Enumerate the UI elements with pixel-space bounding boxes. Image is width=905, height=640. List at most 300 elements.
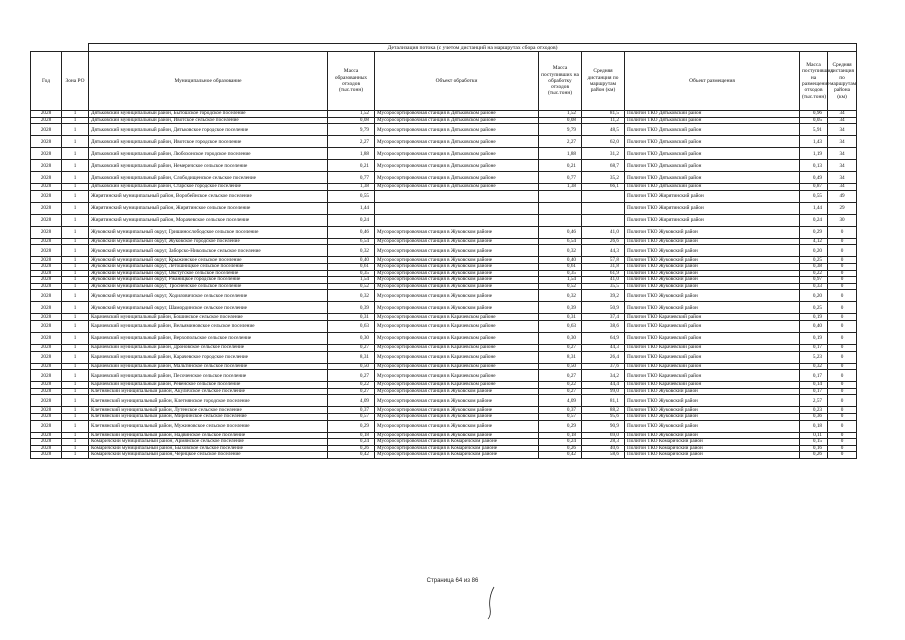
cell-disposal-object: Полигон ТКО Карачевский район xyxy=(625,351,800,363)
cell-processing-object: Мусоросортировочная станция в Жуковском районе xyxy=(375,283,539,290)
cell-mass-to-disposal: 0,25 xyxy=(800,257,828,264)
cell-zone: 1 xyxy=(62,172,89,184)
cell-processing-object: Мусоросортировочная станция в Жуковском районе xyxy=(375,245,539,257)
cell-mass-formed: 0,31 xyxy=(328,314,375,321)
cell-processing-object: Мусоросортировочная станция в Жуковском районе xyxy=(375,395,539,407)
cell-disposal-object: Полигон ТКО Дятьковский район xyxy=(625,124,800,136)
cell-mass-to-processing: 0,30 xyxy=(539,332,582,344)
cell-disposal-object: Полигон ТКО Дятьковский район xyxy=(625,111,800,118)
cell-mass-to-processing xyxy=(539,214,582,226)
cell-avg-distance-1: 41,0 xyxy=(582,226,625,238)
table-row xyxy=(31,363,857,370)
cell-mass-formed: 0,26 xyxy=(328,445,375,452)
cell-mass-to-disposal: 0,13 xyxy=(800,160,828,172)
flow-detail-table xyxy=(30,43,856,459)
cell-disposal-object: Полигон ТКО Дятьковский район xyxy=(625,117,800,124)
cell-mass-formed: 9,79 xyxy=(328,124,375,136)
cell-avg-distance-2: 0 xyxy=(828,314,857,321)
cell-disposal-object: Полигон ТКО Жуковский район xyxy=(625,388,800,395)
cell-processing-object: Мусоросортировочная станция в Жуковском районе xyxy=(375,407,539,414)
cell-zone: 1 xyxy=(62,184,89,191)
cell-avg-distance-1: 35,5 xyxy=(582,283,625,290)
table-row xyxy=(31,395,857,407)
cell-mass-formed: 0,37 xyxy=(328,407,375,414)
cell-avg-distance-1: 66,1 xyxy=(582,184,625,191)
cell-mass-to-disposal: 0,18 xyxy=(800,420,828,432)
cell-year: 2028 xyxy=(31,283,62,290)
cell-municipality: Жирятинский муниципальный район, Жирятинское сельское поселение xyxy=(89,202,328,214)
cell-mass-to-processing: 2,27 xyxy=(539,136,582,148)
cell-year: 2028 xyxy=(31,270,62,277)
cell-zone: 1 xyxy=(62,160,89,172)
cell-mass-to-processing: 0,57 xyxy=(539,413,582,420)
cell-disposal-object: Полигон ТКО Жуковский район xyxy=(625,245,800,257)
cell-disposal-object: Полигон ТКО Жуковский район xyxy=(625,413,800,420)
cell-mass-formed: 0,63 xyxy=(328,320,375,332)
cell-year: 2028 xyxy=(31,302,62,314)
cell-avg-distance-1: 64,9 xyxy=(582,332,625,344)
cell-mass-to-processing: 1,54 xyxy=(539,277,582,284)
cell-processing-object: Мусоросортировочная станция в Карачевском районе xyxy=(375,314,539,321)
cell-zone: 1 xyxy=(62,351,89,363)
cell-mass-formed: 0,21 xyxy=(328,160,375,172)
cell-year: 2028 xyxy=(31,344,62,351)
table-row xyxy=(31,388,857,395)
table-row xyxy=(31,184,857,191)
cell-processing-object: Мусоросортировочная станция в Жуковском районе xyxy=(375,388,539,395)
cell-year: 2028 xyxy=(31,277,62,284)
cell-year: 2028 xyxy=(31,370,62,382)
cell-avg-distance-1: 35,2 xyxy=(582,172,625,184)
cell-avg-distance-2: 0 xyxy=(828,432,857,439)
cell-disposal-object: Полигон ТКО Жуковский район xyxy=(625,277,800,284)
cell-disposal-object: Полигон ТКО Комаричский район xyxy=(625,439,800,446)
cell-disposal-object: Полигон ТКО Дятьковский район xyxy=(625,136,800,148)
cell-avg-distance-1: 99,0 xyxy=(582,388,625,395)
cell-mass-to-disposal: 5,91 xyxy=(800,124,828,136)
cell-disposal-object: Полигон ТКО Карачевский район xyxy=(625,332,800,344)
cell-year: 2028 xyxy=(31,388,62,395)
cell-mass-formed: 0,52 xyxy=(328,283,375,290)
cell-mass-to-disposal: 2,57 xyxy=(800,395,828,407)
cell-mass-to-disposal: 0,19 xyxy=(800,314,828,321)
table-row xyxy=(31,290,857,302)
cell-avg-distance-1: 95,6 xyxy=(582,413,625,420)
table-row xyxy=(31,148,857,160)
cell-processing-object: Мусоросортировочная станция в Карачевском районе xyxy=(375,351,539,363)
cell-mass-formed: 0,39 xyxy=(328,302,375,314)
cell-mass-to-disposal: 1,44 xyxy=(800,202,828,214)
cell-zone: 1 xyxy=(62,245,89,257)
cell-mass-to-disposal: 4,12 xyxy=(800,238,828,245)
cell-mass-to-processing: 8,31 xyxy=(539,351,582,363)
cell-avg-distance-2: 0 xyxy=(828,245,857,257)
cell-avg-distance-1 xyxy=(582,202,625,214)
cell-zone: 1 xyxy=(62,344,89,351)
cell-mass-formed: 0,30 xyxy=(328,332,375,344)
cell-mass-to-disposal: 0,17 xyxy=(800,388,828,395)
cell-processing-object: Мусоросортировочная станция в Дятьковском районе xyxy=(375,160,539,172)
cell-municipality: Жирятинский муниципальный район, Воробейнское сельское поселение xyxy=(89,190,328,202)
cell-mass-to-disposal: 0,96 xyxy=(800,111,828,118)
cell-mass-formed: 1,88 xyxy=(328,148,375,160)
cell-avg-distance-1: 26,4 xyxy=(582,351,625,363)
cell-municipality: Жуковский муниципальный округ, Летошницкое сельское поселение xyxy=(89,263,328,270)
cell-avg-distance-2: 30 xyxy=(828,214,857,226)
cell-mass-to-disposal: 0,33 xyxy=(800,283,828,290)
cell-mass-to-processing: 0,61 xyxy=(539,263,582,270)
cell-zone: 1 xyxy=(62,283,89,290)
cell-mass-to-disposal: 0,14 xyxy=(800,382,828,389)
cell-mass-to-processing: 0,39 xyxy=(539,302,582,314)
cell-avg-distance-2: 49 xyxy=(828,190,857,202)
cell-municipality: Дятьковский муниципальный район, Ивотское сельское поселение xyxy=(89,117,328,124)
table-body xyxy=(31,111,857,459)
cell-year: 2028 xyxy=(31,314,62,321)
cell-municipality: Клетнянский муниципальный район, Акуличское сельское поселение xyxy=(89,388,328,395)
cell-mass-to-disposal: 0,05 xyxy=(800,117,828,124)
cell-processing-object: Мусоросортировочная станция в Дятьковском районе xyxy=(375,136,539,148)
cell-processing-object: Мусоросортировочная станция в Жуковском районе xyxy=(375,263,539,270)
cell-year: 2028 xyxy=(31,382,62,389)
cell-disposal-object: Полигон ТКО Жуковский район xyxy=(625,226,800,238)
cell-municipality: Жуковский муниципальный округ, Шамординское сельское поселение xyxy=(89,302,328,314)
table-row xyxy=(31,351,857,363)
cell-mass-formed: 0,24 xyxy=(328,214,375,226)
cell-avg-distance-2: 0 xyxy=(828,439,857,446)
cell-avg-distance-2: 0 xyxy=(828,445,857,452)
cell-mass-formed: 1,44 xyxy=(328,202,375,214)
cell-mass-formed: 6,54 xyxy=(328,238,375,245)
cell-zone: 1 xyxy=(62,302,89,314)
cell-avg-distance-2: 0 xyxy=(828,238,857,245)
cell-year: 2028 xyxy=(31,202,62,214)
col-header-mass-formed: Масса образованных отходов (тыс.тонн) xyxy=(328,52,375,111)
cell-mass-to-processing: 0,08 xyxy=(539,117,582,124)
cell-zone: 1 xyxy=(62,263,89,270)
cell-mass-to-processing: 0,42 xyxy=(539,452,582,459)
cell-mass-to-processing: 0,31 xyxy=(539,314,582,321)
cell-zone: 1 xyxy=(62,148,89,160)
cell-municipality: Клетнянский муниципальный район, Лутенское сельское поселение xyxy=(89,407,328,414)
cell-mass-formed: 0,27 xyxy=(328,370,375,382)
cell-year: 2028 xyxy=(31,290,62,302)
cell-processing-object: Мусоросортировочная станция в Жуковском районе xyxy=(375,270,539,277)
cell-processing-object: Мусоросортировочная станция в Жуковском районе xyxy=(375,226,539,238)
cell-processing-object: Мусоросортировочная станция в Карачевском районе xyxy=(375,370,539,382)
cell-avg-distance-2: 0 xyxy=(828,351,857,363)
cell-avg-distance-1: 26,6 xyxy=(582,238,625,245)
cell-mass-to-disposal: 0,49 xyxy=(800,172,828,184)
col-header-zone: Зона РО xyxy=(62,52,89,111)
cell-year: 2028 xyxy=(31,226,62,238)
cell-disposal-object: Полигон ТКО Комаричский район xyxy=(625,445,800,452)
cell-year: 2028 xyxy=(31,117,62,124)
cell-avg-distance-2: 0 xyxy=(828,452,857,459)
cell-avg-distance-1: 39,2 xyxy=(582,290,625,302)
cell-disposal-object: Полигон ТКО Дятьковский район xyxy=(625,160,800,172)
cell-disposal-object: Полигон ТКО Жуковский район xyxy=(625,302,800,314)
cell-year: 2028 xyxy=(31,395,62,407)
cell-municipality: Жуковский муниципальный округ, Ходиловичское сельское поселение xyxy=(89,290,328,302)
table-row xyxy=(31,420,857,432)
cell-avg-distance-2: 34 xyxy=(828,111,857,118)
cell-mass-formed: 0,50 xyxy=(328,363,375,370)
cell-disposal-object: Полигон ТКО Дятьковский район xyxy=(625,172,800,184)
cell-mass-formed: 0,27 xyxy=(328,388,375,395)
cell-mass-to-disposal: 0,19 xyxy=(800,332,828,344)
col-header-year: Год xyxy=(31,52,62,111)
cell-avg-distance-1: 44,3 xyxy=(582,344,625,351)
cell-municipality: Карачевский муниципальный район, Верхопольское сельское поселение xyxy=(89,332,328,344)
cell-mass-to-processing xyxy=(539,190,582,202)
cell-municipality: Жуковский муниципальный округ, Жуковское городское поселение xyxy=(89,238,328,245)
cell-year: 2028 xyxy=(31,445,62,452)
cell-mass-to-disposal: 0,29 xyxy=(800,226,828,238)
cell-processing-object: Мусоросортировочная станция в Дятьковском районе xyxy=(375,184,539,191)
cell-avg-distance-1: 68,7 xyxy=(582,160,625,172)
cell-mass-formed: 2,27 xyxy=(328,136,375,148)
cell-zone: 1 xyxy=(62,413,89,420)
cell-avg-distance-2: 0 xyxy=(828,382,857,389)
cell-avg-distance-2: 0 xyxy=(828,257,857,264)
cell-avg-distance-2: 0 xyxy=(828,420,857,432)
cell-disposal-object: Полигон ТКО Жуковский район xyxy=(625,407,800,414)
col-header-mass-to-disposal: Масса поступивших на размещение отходов (тыс.тонн) xyxy=(800,52,828,111)
cell-year: 2028 xyxy=(31,245,62,257)
cell-disposal-object: Полигон ТКО Карачевский район xyxy=(625,363,800,370)
cell-municipality: Дятьковский муниципальный район, Немеричское сельское поселение xyxy=(89,160,328,172)
cell-avg-distance-1: 69,0 xyxy=(582,432,625,439)
cell-mass-to-processing: 0,27 xyxy=(539,344,582,351)
cell-avg-distance-1: 50,9 xyxy=(582,302,625,314)
cell-processing-object xyxy=(375,214,539,226)
cell-mass-formed: 1,52 xyxy=(328,111,375,118)
table-row xyxy=(31,344,857,351)
cell-disposal-object: Полигон ТКО Жуковский район xyxy=(625,395,800,407)
cell-mass-to-processing: 0,27 xyxy=(539,370,582,382)
cell-avg-distance-1 xyxy=(582,214,625,226)
col-header-mass-to-processing: Масса поступивших на обработку отходов (тыс.тонн) xyxy=(539,52,582,111)
cell-processing-object: Мусоросортировочная станция в Комаричском районе xyxy=(375,445,539,452)
cell-zone: 1 xyxy=(62,277,89,284)
cell-avg-distance-1: 31,8 xyxy=(582,263,625,270)
cell-avg-distance-2: 34 xyxy=(828,124,857,136)
cell-avg-distance-1: 11,2 xyxy=(582,117,625,124)
cell-avg-distance-1: 37,6 xyxy=(582,363,625,370)
cell-municipality: Клетнянский муниципальный район, Мирнинское сельское поселение xyxy=(89,413,328,420)
cell-processing-object: Мусоросортировочная станция в Карачевском районе xyxy=(375,332,539,344)
cell-municipality: Жуковский муниципальный округ, Заборско-Никольское сельское поселение xyxy=(89,245,328,257)
cell-municipality: Комаричский муниципальный район, Чернцкое сельское поселение xyxy=(89,452,328,459)
cell-municipality: Жуковский муниципальный округ, Крыжинское сельское поселение xyxy=(89,257,328,264)
cell-processing-object: Мусоросортировочная станция в Жуковском районе xyxy=(375,290,539,302)
cell-municipality: Карачевский муниципальный район, Карачевское городское поселение xyxy=(89,351,328,363)
cell-mass-to-processing: 0,29 xyxy=(539,420,582,432)
cell-avg-distance-1: 81,1 xyxy=(582,395,625,407)
cell-disposal-object: Полигон ТКО Карачевский район xyxy=(625,370,800,382)
cell-processing-object: Мусоросортировочная станция в Дятьковском районе xyxy=(375,148,539,160)
table-row xyxy=(31,226,857,238)
cell-processing-object: Мусоросортировочная станция в Жуковском районе xyxy=(375,257,539,264)
cell-mass-to-processing: 0,46 xyxy=(539,226,582,238)
cell-mass-formed: 0,18 xyxy=(328,432,375,439)
cell-mass-to-disposal: 1,43 xyxy=(800,136,828,148)
cell-avg-distance-1: 48,5 xyxy=(582,124,625,136)
cell-municipality: Карачевский муниципальный район, Песоченское сельское поселение xyxy=(89,370,328,382)
col-header-municipality: Муниципальное образование xyxy=(89,52,328,111)
cell-processing-object: Мусоросортировочная станция в Карачевском районе xyxy=(375,344,539,351)
cell-mass-to-processing: 0,22 xyxy=(539,382,582,389)
cell-year: 2028 xyxy=(31,190,62,202)
cell-mass-to-processing: 0,26 xyxy=(539,445,582,452)
cell-year: 2028 xyxy=(31,439,62,446)
cell-mass-formed: 0,22 xyxy=(328,382,375,389)
cell-avg-distance-2: 0 xyxy=(828,363,857,370)
cell-processing-object: Мусоросортировочная станция в Карачевском районе xyxy=(375,382,539,389)
cell-mass-to-processing: 0,18 xyxy=(539,432,582,439)
cell-mass-formed: 0,32 xyxy=(328,290,375,302)
cell-avg-distance-1: 40,6 xyxy=(582,445,625,452)
cell-zone: 1 xyxy=(62,363,89,370)
cell-disposal-object: Полигон ТКО Жуковский район xyxy=(625,263,800,270)
cell-municipality: Клетнянский муниципальный район, Клетнянское городское поселение xyxy=(89,395,328,407)
cell-year: 2028 xyxy=(31,148,62,160)
cell-mass-to-disposal: 0,17 xyxy=(800,344,828,351)
col-header-processing-object: Объект обработки xyxy=(375,52,539,111)
cell-municipality: Карачевский муниципальный район, Дроновское сельское поселение xyxy=(89,344,328,351)
cell-municipality: Клетнянский муниципальный район, Мужиновское сельское поселение xyxy=(89,420,328,432)
col-header-disposal-object: Объект размещения xyxy=(625,52,800,111)
cell-year: 2028 xyxy=(31,263,62,270)
cell-zone: 1 xyxy=(62,439,89,446)
cell-mass-to-processing: 0,37 xyxy=(539,407,582,414)
cell-mass-to-processing: 0,77 xyxy=(539,172,582,184)
cell-zone: 1 xyxy=(62,420,89,432)
table-row xyxy=(31,370,857,382)
cell-year: 2028 xyxy=(31,214,62,226)
cell-avg-distance-2: 34 xyxy=(828,148,857,160)
cell-avg-distance-2: 34 xyxy=(828,136,857,148)
cell-municipality: Дятьковский муниципальный район, Дятьковское городское поселение xyxy=(89,124,328,136)
cell-year: 2028 xyxy=(31,124,62,136)
table-row xyxy=(31,302,857,314)
cell-year: 2028 xyxy=(31,172,62,184)
cell-mass-to-processing: 0,24 xyxy=(539,439,582,446)
table-row xyxy=(31,238,857,245)
cell-mass-to-disposal: 0,97 xyxy=(800,277,828,284)
cell-municipality: Дятьковский муниципальный район, Ивотское городское поселение xyxy=(89,136,328,148)
table-row xyxy=(31,245,857,257)
cell-zone: 1 xyxy=(62,320,89,332)
cell-avg-distance-1: 28,3 xyxy=(582,439,625,446)
cell-mass-to-processing: 0,63 xyxy=(539,320,582,332)
cell-mass-formed: 0,35 xyxy=(328,270,375,277)
cell-disposal-object: Полигон ТКО Карачевский район xyxy=(625,344,800,351)
cell-mass-formed: 0,55 xyxy=(328,190,375,202)
cell-mass-to-disposal: 0,24 xyxy=(800,214,828,226)
cell-mass-to-disposal: 5,23 xyxy=(800,351,828,363)
cell-mass-formed: 0,57 xyxy=(328,413,375,420)
table-row xyxy=(31,124,857,136)
cell-zone: 1 xyxy=(62,124,89,136)
page-number: Страница 64 из 86 xyxy=(426,578,479,584)
cell-avg-distance-1: 44,4 xyxy=(582,382,625,389)
cell-mass-to-processing: 0,21 xyxy=(539,160,582,172)
cell-mass-formed: 1,54 xyxy=(328,277,375,284)
table-row xyxy=(31,136,857,148)
cell-processing-object: Мусоросортировочная станция в Комаричском районе xyxy=(375,439,539,446)
cell-mass-to-disposal: 0,15 xyxy=(800,439,828,446)
cell-mass-to-processing: 0,52 xyxy=(539,283,582,290)
cell-avg-distance-2: 0 xyxy=(828,320,857,332)
cell-mass-to-processing: 9,79 xyxy=(539,124,582,136)
cell-avg-distance-2: 0 xyxy=(828,413,857,420)
table-row xyxy=(31,190,857,202)
cell-processing-object: Мусоросортировочная станция в Дятьковском районе xyxy=(375,111,539,118)
table-row xyxy=(31,202,857,214)
cell-mass-to-disposal: 0,38 xyxy=(800,263,828,270)
cell-mass-to-disposal: 0,23 xyxy=(800,407,828,414)
cell-disposal-object: Полигон ТКО Жирятинский район xyxy=(625,190,800,202)
cell-year: 2028 xyxy=(31,238,62,245)
cell-mass-to-processing: 0,32 xyxy=(539,245,582,257)
cell-zone: 1 xyxy=(62,332,89,344)
cell-municipality: Дятьковский муниципальный район, Слободищенское сельское поселение xyxy=(89,172,328,184)
cell-municipality: Дятьковский муниципальный район, Старское городское поселение xyxy=(89,184,328,191)
cell-mass-to-disposal: 0,26 xyxy=(800,452,828,459)
cell-mass-to-processing: 1,38 xyxy=(539,184,582,191)
cell-zone: 1 xyxy=(62,314,89,321)
cell-disposal-object: Полигон ТКО Карачевский район xyxy=(625,314,800,321)
cell-zone: 1 xyxy=(62,226,89,238)
cell-mass-formed: 4,09 xyxy=(328,395,375,407)
cell-mass-formed: 1,38 xyxy=(328,184,375,191)
cell-municipality: Дятьковский муниципальный район, Бытошское городское поселение xyxy=(89,111,328,118)
cell-mass-formed: 0,61 xyxy=(328,263,375,270)
cell-processing-object: Мусоросортировочная станция в Жуковском районе xyxy=(375,413,539,420)
cell-avg-distance-1: 61,9 xyxy=(582,270,625,277)
cell-disposal-object: Полигон ТКО Жуковский район xyxy=(625,257,800,264)
cell-mass-to-disposal: 0,87 xyxy=(800,184,828,191)
cell-mass-to-disposal: 1,19 xyxy=(800,148,828,160)
cell-avg-distance-1: 34,2 xyxy=(582,370,625,382)
table-row xyxy=(31,314,857,321)
cell-disposal-object: Полигон ТКО Дятьковский район xyxy=(625,148,800,160)
table-caption: Детализация потока (с учетом дистанций на маршрутах сбора отходов) xyxy=(89,44,857,52)
cell-avg-distance-2: 0 xyxy=(828,395,857,407)
cell-mass-to-processing: 6,54 xyxy=(539,238,582,245)
cell-mass-formed: 0,24 xyxy=(328,439,375,446)
cell-avg-distance-2: 0 xyxy=(828,388,857,395)
cell-processing-object: Мусоросортировочная станция в Жуковском районе xyxy=(375,238,539,245)
cell-avg-distance-2: 0 xyxy=(828,226,857,238)
cell-year: 2028 xyxy=(31,332,62,344)
table-row xyxy=(31,413,857,420)
cell-avg-distance-1: 31,2 xyxy=(582,148,625,160)
cell-mass-to-processing: 0,32 xyxy=(539,290,582,302)
cell-municipality: Комаричский муниципальный район, Быховское сельское поселение xyxy=(89,445,328,452)
cell-mass-to-disposal: 0,17 xyxy=(800,370,828,382)
cell-avg-distance-2: 0 xyxy=(828,407,857,414)
cell-disposal-object: Полигон ТКО Жуковский район xyxy=(625,290,800,302)
cell-disposal-object: Полигон ТКО Жуковский район xyxy=(625,283,800,290)
cell-avg-distance-1: 81,5 xyxy=(582,111,625,118)
cell-avg-distance-1: 38,6 xyxy=(582,320,625,332)
cell-mass-to-processing: 0,27 xyxy=(539,388,582,395)
cell-processing-object: Мусоросортировочная станция в Дятьковском районе xyxy=(375,124,539,136)
cell-zone: 1 xyxy=(62,111,89,118)
